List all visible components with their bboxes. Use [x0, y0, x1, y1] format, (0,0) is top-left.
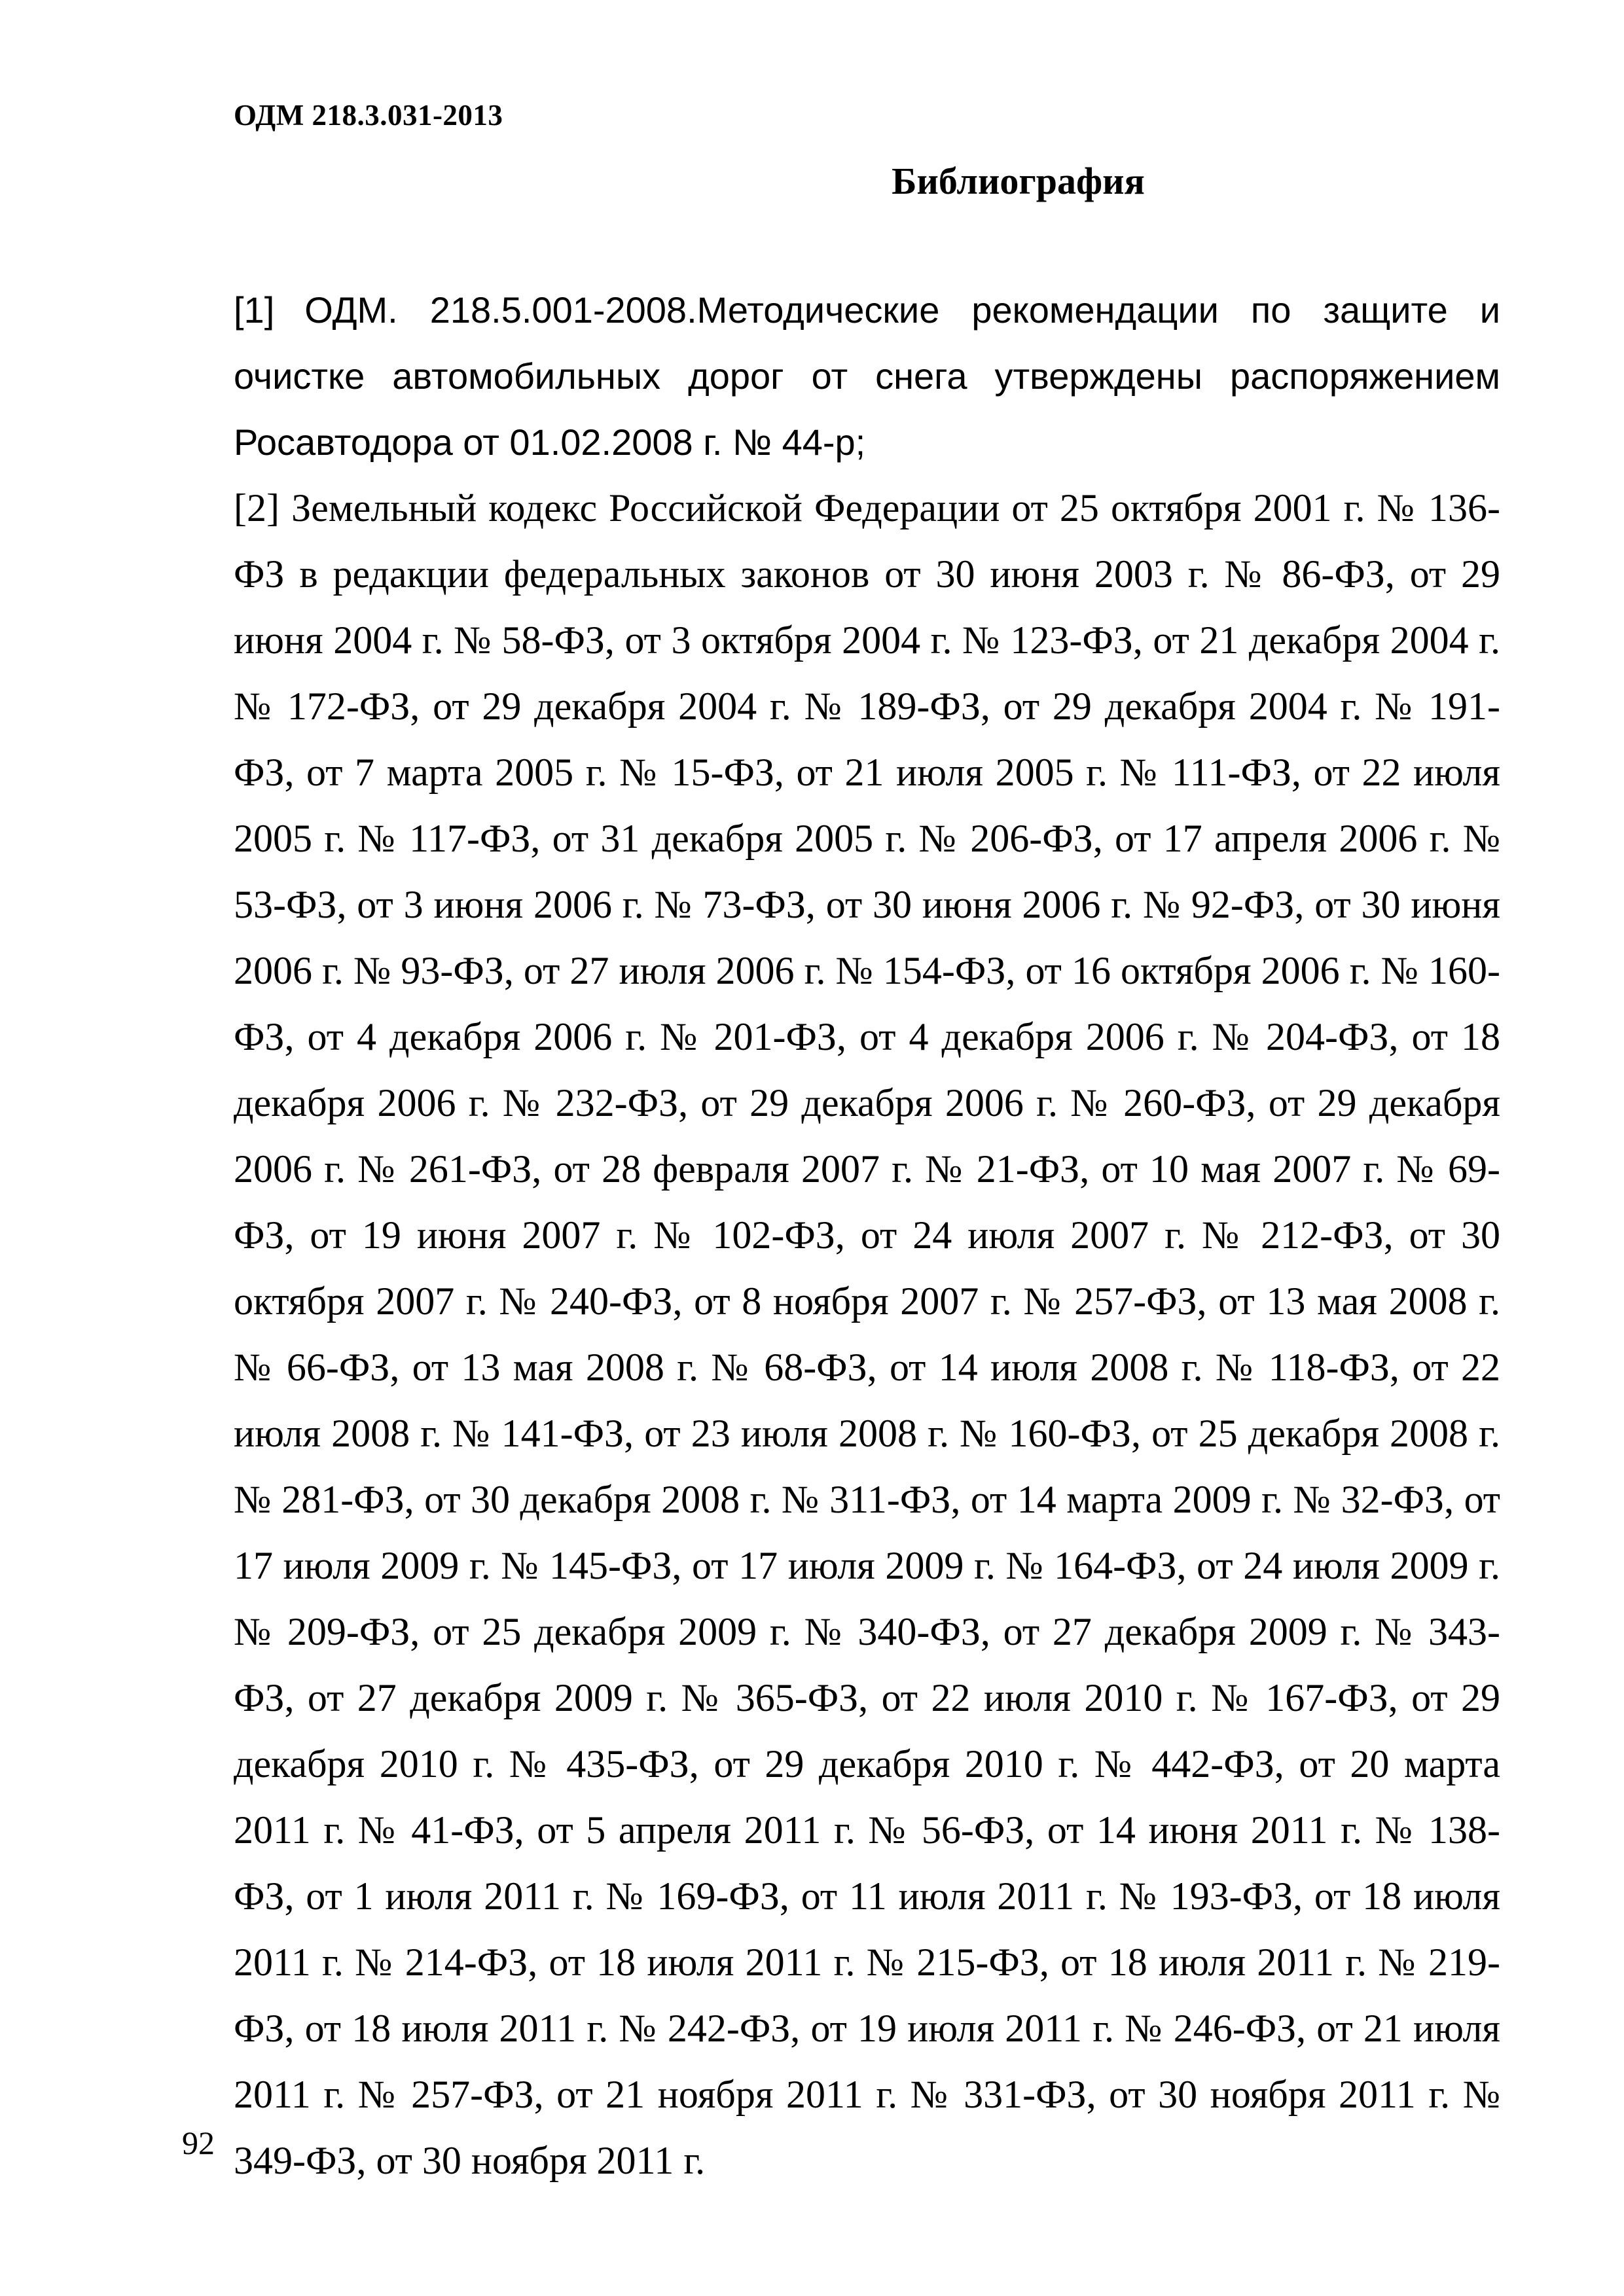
bibliography-entry	[234, 475, 1500, 2194]
entry-text: Земельный кодекс Российской Федерации от 25 октября 2001 г. № 136-ФЗ в редакции федеральных законов от 30 июня 2003 г. № 86-ФЗ, от 29 июня 2004 г. № 58-ФЗ, от 3 октября 2004 г. № 123-ФЗ, от 21 декабря 2004 г. № 172-ФЗ, от 29 декабря 2004 г. № 189-ФЗ, от 29 декабря 2004 г. № 191-ФЗ, от 7 марта 2005 г. № 15-ФЗ, от 21 июля 2005 г. № 111-ФЗ, от 22 июля 2005 г. № 117-ФЗ, от 31 декабря 2005 г. № 206-ФЗ, от 17 апреля 2006 г. № 53-ФЗ, от 3 июня 2006 г. № 73-ФЗ, от 30 июня 2006 г. № 92-ФЗ, от 30 июня 2006 г. № 93-ФЗ, от 27 июля 2006 г. № 154-ФЗ, от 16 октября 2006 г. № 160-ФЗ, от 4 декабря 2006 г. № 201-ФЗ, от 4 декабря 2006 г. № 204-ФЗ, от 18 декабря 2006 г. № 232-ФЗ, от 29 декабря 2006 г. № 260-ФЗ, от 29 декабря 2006 г. № 261-ФЗ, от 28 февраля 2007 г. № 21-ФЗ, от 10 мая 2007 г. № 69-ФЗ, от 19 июня 2007 г. № 102-ФЗ, от 24 июля 2007 г. № 212-ФЗ, от 30 октября 2007 г. № 240-ФЗ, от 8 ноября 2007 г. № 257-ФЗ, от 13 мая 2008 г. № 66-ФЗ, от 13 мая 2008 г. № 68-ФЗ, от 14 июля 2008 г. № 118-ФЗ, от 22 июля 2008 г. № 141-ФЗ, от 23 июля 2008 г. № 160-ФЗ, от 25 декабря 2008 г. № 281-ФЗ, от 30 декабря 2008 г. № 311-ФЗ, от 14 марта 2009 г. № 32-ФЗ, от 17 июля 2009 г. № 145-ФЗ, от 17 июля 2009 г. № 164-ФЗ, от 24 июля 2009 г. № 209-ФЗ, от 25 декабря 2009 г. № 340-ФЗ, от 27 декабря 2009 г. № 343-ФЗ, от 27 декабря 2009 г. № 365-ФЗ, от 22 июля 2010 г. № 167-ФЗ, от 29 декабря 2010 г. № 435-ФЗ, от 29 декабря 2010 г. № 442-ФЗ, от 20 марта 2011 г. № 41-ФЗ, от 5 апреля 2011 г. № 56-ФЗ, от 14 июня 2011 г. № 138-ФЗ, от 1 июля 2011 г. № 169-ФЗ, от 11 июля 2011 г. № 193-ФЗ, от 18 июля 2011 г. № 214-ФЗ, от 18 июля 2011 г. № 215-ФЗ, от 18 июля 2011 г. № 219-ФЗ, от 18 июля 2011 г. № 242-ФЗ, от 19 июля 2011 г. № 246-ФЗ, от 21 июля 2011 г. № 257-ФЗ, от 21 ноября 2011 г. № 331-ФЗ, от 30 ноября 2011 г. № 349-ФЗ, от 30 ноября 2011 г.	[234, 486, 1501, 2182]
entry-number: [2]	[234, 486, 280, 529]
bibliography-list	[234, 277, 1500, 2194]
document-code: ОДМ 218.3.031-2013	[234, 99, 503, 132]
page-number: 92	[182, 2125, 215, 2161]
bibliography-entry	[234, 277, 1500, 475]
entry-number: [1]	[234, 289, 275, 331]
page-title: Библиография	[892, 160, 1145, 202]
entry-text: ОДМ. 218.5.001-2008.Методические рекомендации по защите и очистке автомобильных дорог от снега утверждены распоряжением Росавтодора от 01.02.2008 г. № 44-р;	[234, 289, 1500, 463]
